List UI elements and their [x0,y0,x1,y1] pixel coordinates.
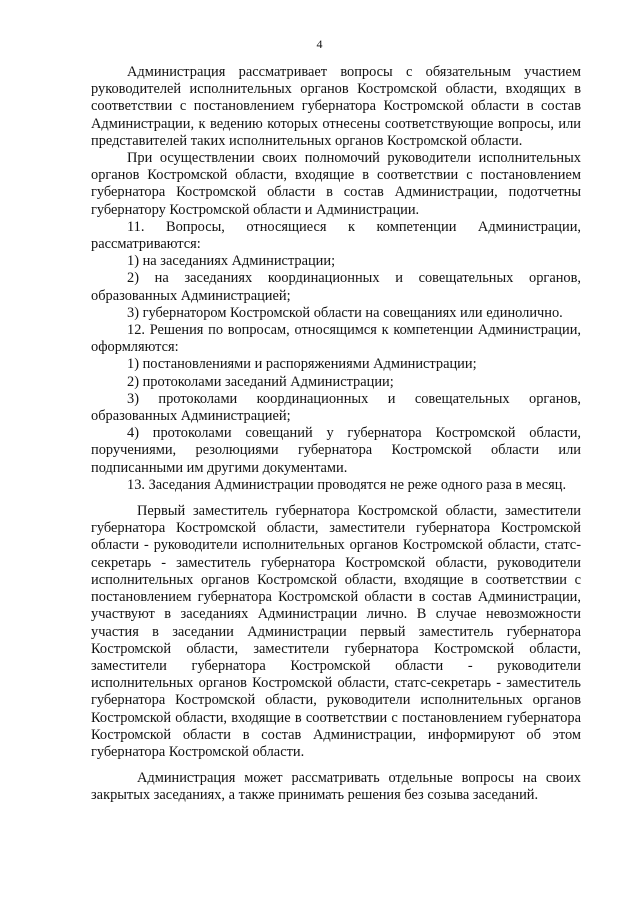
list-item: 3) губернатором Костромской области на совещаниях или единолично. [127,304,563,321]
list-item: 4) протоколами совещаний у губернатора Костромской области, поручениями, резолюциями губернатора Костромской области или подписанными им другими документами. [91,425,581,476]
list-item: 1) на заседаниях Администрации; [127,253,336,270]
list-item: 2) протоколами заседаний Администрации; [127,373,394,390]
list-item: 3) протоколами координационных и совещательных органов, образованных Администрацией; [91,390,581,425]
page-number: 4 [316,37,323,51]
list-item: 2) на заседаниях координационных и совещательных органов, образованных Администрацией; [91,270,581,304]
clause-13-heading: 13. Заседания Администрации проводятся не реже одного раза в месяц. [127,476,567,493]
paragraph-accountability: При осуществлении своих полномочий руководители исполнительных органов Костромской области, входящие в соответствии с постановлением губернатора Костромской области в состав Администрации, подотчетны губернатору Костромской области и Администрации. [91,150,581,218]
paragraph-participation: Администрация рассматривает вопросы с обязательным участием руководителей исполнительных органов Костромской области, входящих в соответствии с постановлением губернатора Костромской области в состав Администрации, к ведению которых отнесены соответствующие вопросы, или представителей таких исполнительных органов Костромской области. [91,64,581,149]
paragraph-attendance: Первый заместитель губернатора Костромской области, заместители губернатора Костромской области, заместители губернатора Костромской области - руководители исполнительных органов Костромской области, статс-секретарь - заместитель губернатора Костромской области, руководители исполнительных органов Костромской области, входящие в соответствии с постановлением губернатора Костромской области в состав Администрации, участвуют в заседаниях Администрации лично. В случае невозможности участия в заседании Администрации первый заместитель губернатора Костромской области, заместители губернатора Костромской области, заместители губернатора Костромской области - руководители исполнительных органов Костромской области, статс-секретарь - заместитель губернатора Костромской области, руководители исполнительных органов Костромской области, входящие в соответствии с постановлением губернатора Костромской области в состав Администрации, информируют об этом губернатора Костромской области. [91,503,581,760]
paragraph-closed-sessions: Администрация может рассматривать отдельные вопросы на своих закрытых заседаниях, а также принимать решения без созыва заседаний. [91,770,581,804]
clause-12-heading: 12. Решения по вопросам, относящимся к компетенции Администрации, оформляются: [91,322,581,356]
list-item: 1) постановлениями и распоряжениями Администрации; [127,356,477,373]
document-body [91,64,581,805]
clause-11-heading: 11. Вопросы, относящиеся к компетенции Администрации, рассматриваются: [91,218,581,253]
